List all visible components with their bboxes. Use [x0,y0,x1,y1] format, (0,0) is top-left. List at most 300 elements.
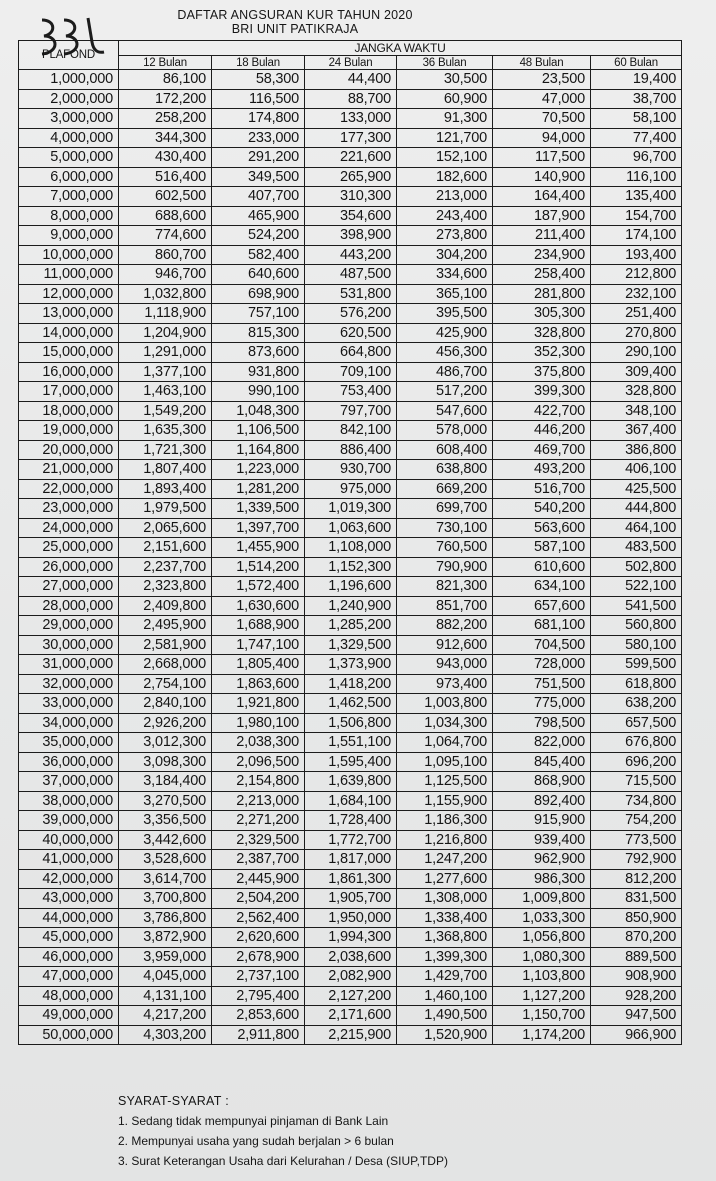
installment-cell: 213,000 [397,187,493,207]
installment-cell: 152,100 [397,148,493,168]
installment-cell: 587,100 [493,538,591,558]
installment-cell: 365,100 [397,284,493,304]
installment-cell: 2,171,600 [305,1006,397,1026]
installment-cell: 576,200 [305,304,397,324]
table-row [19,635,682,655]
installment-cell: 699,700 [397,499,493,519]
installment-cell: 760,500 [397,538,493,558]
installment-cell: 1,164,800 [212,440,305,460]
installment-cell: 751,500 [493,674,591,694]
installment-cell: 2,082,900 [305,967,397,987]
plafond-cell: 25,000,000 [19,538,119,558]
installment-cell: 1,520,900 [397,1025,493,1045]
installment-cell: 221,600 [305,148,397,168]
plafond-cell: 9,000,000 [19,226,119,246]
plafond-cell: 23,000,000 [19,499,119,519]
installment-cell: 608,400 [397,440,493,460]
installment-cell: 2,271,200 [212,811,305,831]
installment-cell: 1,514,200 [212,557,305,577]
installment-cell: 1,155,900 [397,791,493,811]
installment-cell: 1,281,200 [212,479,305,499]
installment-cell: 524,200 [212,226,305,246]
installment-cell: 599,500 [591,655,682,675]
table-row [19,499,682,519]
table-row [19,577,682,597]
installment-cell: 2,581,900 [119,635,212,655]
installment-cell: 1,950,000 [305,908,397,928]
table-row [19,343,682,363]
installment-cell: 886,400 [305,440,397,460]
installment-cell: 1,747,100 [212,635,305,655]
plafond-cell: 6,000,000 [19,167,119,187]
installment-cell: 1,127,200 [493,986,591,1006]
installment-cell: 774,600 [119,226,212,246]
installment-cell: 486,700 [397,362,493,382]
installment-cell: 1,056,800 [493,928,591,948]
installment-cell: 1,397,700 [212,518,305,538]
installment-cell: 1,399,300 [397,947,493,967]
installment-cell: 1,080,300 [493,947,591,967]
table-row [19,869,682,889]
installment-cell: 116,500 [212,89,305,109]
installment-cell: 309,400 [591,362,682,382]
plafond-cell: 31,000,000 [19,655,119,675]
plafond-header: PLAFOND [19,41,119,70]
installment-cell: 792,900 [591,850,682,870]
installment-cell: 4,045,000 [119,967,212,987]
requirement-item: 1. Sedang tidak mempunyai pinjaman di Bank Lain [118,1114,389,1128]
installment-cell: 517,200 [397,382,493,402]
installment-cell: 962,900 [493,850,591,870]
table-row [19,694,682,714]
installment-cell: 187,900 [493,206,591,226]
plafond-cell: 22,000,000 [19,479,119,499]
installment-cell: 773,500 [591,830,682,850]
installment-cell: 3,959,000 [119,947,212,967]
installment-cell: 1,240,900 [305,596,397,616]
table-row [19,479,682,499]
table-row [19,187,682,207]
installment-cell: 541,500 [591,596,682,616]
plafond-cell: 39,000,000 [19,811,119,831]
table-row [19,1025,682,1045]
table-row [19,226,682,246]
installment-cell: 947,500 [591,1006,682,1026]
installment-cell: 1,285,200 [305,616,397,636]
installment-cell: 354,600 [305,206,397,226]
table-row [19,167,682,187]
installment-cell: 398,900 [305,226,397,246]
plafond-cell: 28,000,000 [19,596,119,616]
installment-cell: 618,800 [591,674,682,694]
table-row [19,323,682,343]
installment-cell: 757,100 [212,304,305,324]
installment-table [18,40,682,1045]
installment-cell: 422,700 [493,401,591,421]
plafond-cell: 20,000,000 [19,440,119,460]
installment-cell: 1,106,500 [212,421,305,441]
installment-cell: 1,863,600 [212,674,305,694]
installment-cell: 2,754,100 [119,674,212,694]
installment-cell: 657,500 [591,713,682,733]
installment-cell: 1,455,900 [212,538,305,558]
installment-cell: 88,700 [305,89,397,109]
installment-cell: 1,063,600 [305,518,397,538]
table-row [19,850,682,870]
table-row [19,421,682,441]
installment-cell: 1,429,700 [397,967,493,987]
table-row [19,245,682,265]
installment-cell: 1,639,800 [305,772,397,792]
plafond-cell: 11,000,000 [19,265,119,285]
table-row [19,148,682,168]
plafond-cell: 2,000,000 [19,89,119,109]
plafond-cell: 16,000,000 [19,362,119,382]
table-row [19,440,682,460]
installment-cell: 2,445,900 [212,869,305,889]
table-row [19,518,682,538]
document-title [150,8,440,36]
table-row [19,967,682,987]
installment-cell: 1,368,800 [397,928,493,948]
installment-cell: 1,152,300 [305,557,397,577]
installment-cell: 754,200 [591,811,682,831]
installment-cell: 620,500 [305,323,397,343]
table-row [19,733,682,753]
installment-cell: 1,721,300 [119,440,212,460]
installment-cell: 990,100 [212,382,305,402]
installment-cell: 842,100 [305,421,397,441]
installment-cell: 2,213,000 [212,791,305,811]
installment-cell: 889,500 [591,947,682,967]
installment-cell: 1,549,200 [119,401,212,421]
installment-cell: 386,800 [591,440,682,460]
installment-cell: 1,019,300 [305,499,397,519]
installment-cell: 446,200 [493,421,591,441]
plafond-cell: 19,000,000 [19,421,119,441]
table-row [19,89,682,109]
installment-cell: 117,500 [493,148,591,168]
installment-cell: 375,800 [493,362,591,382]
installment-cell: 58,100 [591,109,682,129]
table-row [19,616,682,636]
installment-cell: 121,700 [397,128,493,148]
installment-cell: 582,400 [212,245,305,265]
table-row [19,772,682,792]
installment-cell: 1,551,100 [305,733,397,753]
installment-cell: 753,400 [305,382,397,402]
installment-cell: 344,300 [119,128,212,148]
installment-cell: 610,600 [493,557,591,577]
plafond-cell: 18,000,000 [19,401,119,421]
installment-cell: 1,150,700 [493,1006,591,1026]
installment-cell: 305,300 [493,304,591,324]
installment-cell: 3,270,500 [119,791,212,811]
installment-cell: 790,900 [397,557,493,577]
installment-cell: 2,562,400 [212,908,305,928]
installment-cell: 1,003,800 [397,694,493,714]
requirement-item: 2. Mempunyai usaha yang sudah berjalan > 6 bulan [118,1134,394,1148]
requirement-item: 3. Surat Keterangan Usaha dari Kelurahan / Desa (SIUP,TDP) [118,1154,448,1168]
installment-cell: 516,400 [119,167,212,187]
installment-cell: 986,300 [493,869,591,889]
installment-cell: 1,994,300 [305,928,397,948]
plafond-cell: 42,000,000 [19,869,119,889]
installment-cell: 664,800 [305,343,397,363]
installment-cell: 444,800 [591,499,682,519]
table-row [19,889,682,909]
installment-cell: 2,329,500 [212,830,305,850]
table-row [19,401,682,421]
installment-cell: 1,291,000 [119,343,212,363]
plafond-cell: 26,000,000 [19,557,119,577]
plafond-cell: 10,000,000 [19,245,119,265]
installment-cell: 2,387,700 [212,850,305,870]
installment-cell: 912,600 [397,635,493,655]
plafond-cell: 13,000,000 [19,304,119,324]
plafond-cell: 21,000,000 [19,460,119,480]
installment-cell: 2,840,100 [119,694,212,714]
installment-cell: 1,460,100 [397,986,493,1006]
installment-cell: 212,800 [591,265,682,285]
installment-cell: 1,339,500 [212,499,305,519]
installment-cell: 931,800 [212,362,305,382]
installment-cell: 177,300 [305,128,397,148]
installment-cell: 232,100 [591,284,682,304]
plafond-cell: 43,000,000 [19,889,119,909]
installment-cell: 1,572,400 [212,577,305,597]
installment-cell: 116,100 [591,167,682,187]
installment-cell: 2,096,500 [212,752,305,772]
installment-cell: 86,100 [119,70,212,90]
installment-cell: 1,980,100 [212,713,305,733]
table-row [19,752,682,772]
installment-cell: 851,700 [397,596,493,616]
installment-cell: 1,216,800 [397,830,493,850]
installment-cell: 2,038,600 [305,947,397,967]
installment-cell: 640,600 [212,265,305,285]
installment-cell: 2,065,600 [119,518,212,538]
installment-cell: 547,600 [397,401,493,421]
installment-cell: 1,034,300 [397,713,493,733]
plafond-cell: 34,000,000 [19,713,119,733]
installment-cell: 172,200 [119,89,212,109]
installment-cell: 2,737,100 [212,967,305,987]
table-row [19,206,682,226]
installment-cell: 1,118,900 [119,304,212,324]
plafond-cell: 5,000,000 [19,148,119,168]
installment-cell: 882,200 [397,616,493,636]
table-row [19,713,682,733]
installment-cell: 310,300 [305,187,397,207]
installment-cell: 578,000 [397,421,493,441]
installment-cell: 4,131,100 [119,986,212,1006]
installment-cell: 1,338,400 [397,908,493,928]
installment-cell: 681,100 [493,616,591,636]
installment-cell: 273,800 [397,226,493,246]
installment-cell: 2,154,800 [212,772,305,792]
installment-cell: 291,200 [212,148,305,168]
plafond-cell: 35,000,000 [19,733,119,753]
installment-cell: 1,630,600 [212,596,305,616]
installment-cell: 1,373,900 [305,655,397,675]
installment-cell: 465,900 [212,206,305,226]
installment-cell: 3,012,300 [119,733,212,753]
installment-cell: 3,184,400 [119,772,212,792]
table-row [19,986,682,1006]
installment-cell: 1,817,000 [305,850,397,870]
installment-cell: 531,800 [305,284,397,304]
plafond-cell: 29,000,000 [19,616,119,636]
term-header: 48 Bulan [493,56,591,70]
title-line-1: DAFTAR ANGSURAN KUR TAHUN 2020 [177,8,413,22]
plafond-cell: 4,000,000 [19,128,119,148]
requirements-section [118,1091,448,1171]
plafond-cell: 1,000,000 [19,70,119,90]
installment-cell: 975,000 [305,479,397,499]
term-header: 12 Bulan [119,56,212,70]
installment-cell: 2,668,000 [119,655,212,675]
installment-cell: 367,400 [591,421,682,441]
installment-cell: 349,500 [212,167,305,187]
table-row [19,304,682,324]
installment-cell: 1,772,700 [305,830,397,850]
installment-cell: 407,700 [212,187,305,207]
plafond-cell: 8,000,000 [19,206,119,226]
table-row [19,674,682,694]
installment-cell: 973,400 [397,674,493,694]
installment-cell: 174,100 [591,226,682,246]
installment-cell: 812,200 [591,869,682,889]
installment-cell: 493,200 [493,460,591,480]
installment-cell: 1,462,500 [305,694,397,714]
installment-cell: 4,217,200 [119,1006,212,1026]
installment-cell: 516,700 [493,479,591,499]
installment-cell: 3,442,600 [119,830,212,850]
installment-cell: 1,595,400 [305,752,397,772]
installment-cell: 634,100 [493,577,591,597]
installment-cell: 966,900 [591,1025,682,1045]
plafond-cell: 17,000,000 [19,382,119,402]
installment-cell: 2,795,400 [212,986,305,1006]
installment-cell: 70,500 [493,109,591,129]
plafond-cell: 37,000,000 [19,772,119,792]
installment-cell: 797,700 [305,401,397,421]
installment-cell: 483,500 [591,538,682,558]
installment-cell: 1,108,000 [305,538,397,558]
table-row [19,382,682,402]
installment-cell: 1,186,300 [397,811,493,831]
installment-cell: 2,409,800 [119,596,212,616]
table-row [19,908,682,928]
installment-cell: 328,800 [493,323,591,343]
installment-cell: 688,600 [119,206,212,226]
installment-cell: 464,100 [591,518,682,538]
installment-cell: 2,323,800 [119,577,212,597]
installment-cell: 3,356,500 [119,811,212,831]
installment-cell: 1,728,400 [305,811,397,831]
installment-cell: 96,700 [591,148,682,168]
plafond-cell: 38,000,000 [19,791,119,811]
installment-cell: 47,000 [493,89,591,109]
installment-cell: 23,500 [493,70,591,90]
installment-cell: 696,200 [591,752,682,772]
table-row [19,557,682,577]
installment-cell: 135,400 [591,187,682,207]
installment-cell: 728,000 [493,655,591,675]
installment-cell: 715,500 [591,772,682,792]
plafond-cell: 46,000,000 [19,947,119,967]
installment-cell: 1,103,800 [493,967,591,987]
installment-cell: 870,200 [591,928,682,948]
installment-cell: 1,204,900 [119,323,212,343]
installment-cell: 638,800 [397,460,493,480]
installment-cell: 3,528,600 [119,850,212,870]
term-header: 24 Bulan [305,56,397,70]
installment-cell: 946,700 [119,265,212,285]
term-header: 60 Bulan [591,56,682,70]
installment-cell: 3,614,700 [119,869,212,889]
table-row [19,362,682,382]
table-row [19,811,682,831]
installment-cell: 602,500 [119,187,212,207]
plafond-cell: 15,000,000 [19,343,119,363]
table-row [19,791,682,811]
installment-cell: 915,900 [493,811,591,831]
installment-cell: 290,100 [591,343,682,363]
installment-cell: 1,979,500 [119,499,212,519]
installment-cell: 1,174,200 [493,1025,591,1045]
installment-cell: 1,377,100 [119,362,212,382]
installment-cell: 1,048,300 [212,401,305,421]
installment-cell: 1,506,800 [305,713,397,733]
installment-cell: 487,500 [305,265,397,285]
requirements-heading: SYARAT-SYARAT : [118,1094,230,1108]
title-line-2: BRI UNIT PATIKRAJA [231,22,359,36]
requirements-list [118,1111,448,1171]
installment-cell: 2,504,200 [212,889,305,909]
term-header: 36 Bulan [397,56,493,70]
installment-cell: 1,635,300 [119,421,212,441]
installment-cell: 1,684,100 [305,791,397,811]
table-row [19,830,682,850]
installment-cell: 860,700 [119,245,212,265]
installment-cell: 182,600 [397,167,493,187]
installment-cell: 676,800 [591,733,682,753]
installment-cell: 1,805,400 [212,655,305,675]
installment-cell: 821,300 [397,577,493,597]
installment-cell: 4,303,200 [119,1025,212,1045]
plafond-cell: 41,000,000 [19,850,119,870]
installment-cell: 456,300 [397,343,493,363]
installment-cell: 775,000 [493,694,591,714]
installment-cell: 3,786,800 [119,908,212,928]
installment-cell: 1,125,500 [397,772,493,792]
plafond-cell: 47,000,000 [19,967,119,987]
installment-cell: 928,200 [591,986,682,1006]
installment-cell: 1,009,800 [493,889,591,909]
installment-cell: 1,861,300 [305,869,397,889]
installment-cell: 133,000 [305,109,397,129]
installment-cell: 77,400 [591,128,682,148]
plafond-cell: 49,000,000 [19,1006,119,1026]
installment-cell: 425,500 [591,479,682,499]
table-row [19,1006,682,1026]
installment-cell: 193,400 [591,245,682,265]
installment-cell: 1,905,700 [305,889,397,909]
installment-cell: 709,100 [305,362,397,382]
installment-cell: 2,495,900 [119,616,212,636]
